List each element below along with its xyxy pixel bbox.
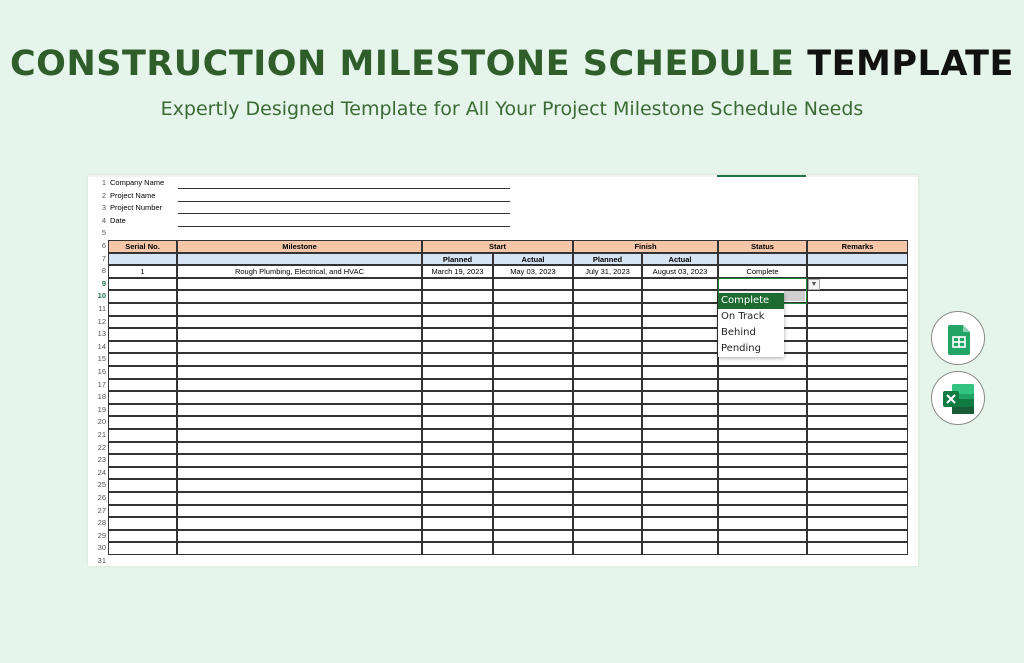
table-cell-serial[interactable] bbox=[108, 517, 177, 530]
table-cell-start-planned[interactable] bbox=[422, 341, 493, 354]
table-cell-start-planned[interactable] bbox=[422, 316, 493, 329]
table-cell-start-planned[interactable] bbox=[422, 353, 493, 366]
subheader-finish-planned[interactable]: Planned bbox=[573, 253, 642, 266]
table-cell-remarks[interactable] bbox=[807, 379, 908, 392]
row-number[interactable]: 18 bbox=[97, 392, 106, 402]
table-cell-start-actual[interactable] bbox=[493, 467, 573, 480]
table-cell-finish-planned[interactable] bbox=[573, 479, 642, 492]
table-cell-finish-planned[interactable] bbox=[573, 517, 642, 530]
table-cell-start-planned[interactable] bbox=[422, 379, 493, 392]
table-cell-start-actual[interactable] bbox=[493, 316, 573, 329]
table-cell-remarks[interactable] bbox=[807, 429, 908, 442]
table-cell-start-actual[interactable] bbox=[493, 379, 573, 392]
column-header-status[interactable]: Status bbox=[718, 240, 807, 253]
page-subtitle: Expertly Designed Template for All Your Project Milestone Schedule Needs bbox=[160, 98, 864, 120]
table-cell-milestone[interactable]: Rough Plumbing, Electrical, and HVAC bbox=[177, 265, 422, 278]
table-cell-start-actual[interactable] bbox=[493, 530, 573, 543]
cell-highlight bbox=[784, 291, 805, 301]
row-number[interactable]: 13 bbox=[97, 329, 106, 339]
table-cell-start-planned[interactable] bbox=[422, 517, 493, 530]
table-cell-milestone[interactable] bbox=[177, 391, 422, 404]
table-cell-remarks[interactable] bbox=[807, 341, 908, 354]
table-cell-finish-planned[interactable] bbox=[573, 278, 642, 291]
table-cell-finish-actual[interactable] bbox=[642, 328, 718, 341]
table-cell-finish-actual[interactable] bbox=[642, 278, 718, 291]
table-cell-milestone[interactable] bbox=[177, 328, 422, 341]
table-cell-finish-actual[interactable]: August 03, 2023 bbox=[642, 265, 718, 278]
table-cell-finish-actual[interactable] bbox=[642, 366, 718, 379]
table-cell-start-planned[interactable] bbox=[422, 479, 493, 492]
row-number[interactable]: 8 bbox=[101, 266, 106, 276]
table-cell-finish-actual[interactable] bbox=[642, 391, 718, 404]
column-header-finish[interactable]: Finish bbox=[573, 240, 718, 253]
info-input-line[interactable] bbox=[178, 178, 510, 189]
table-cell-finish-planned[interactable] bbox=[573, 492, 642, 505]
table-cell-serial[interactable] bbox=[108, 416, 177, 429]
table-cell-finish-planned[interactable] bbox=[573, 505, 642, 518]
table-cell-finish-actual[interactable] bbox=[642, 467, 718, 480]
table-cell-start-actual[interactable] bbox=[493, 429, 573, 442]
row-number[interactable]: 29 bbox=[97, 530, 106, 540]
table-cell-start-planned[interactable] bbox=[422, 442, 493, 455]
table-cell-start-planned[interactable] bbox=[422, 505, 493, 518]
table-cell-serial[interactable] bbox=[108, 429, 177, 442]
status-dropdown-list[interactable] bbox=[718, 293, 784, 357]
table-cell-finish-planned[interactable] bbox=[573, 328, 642, 341]
row-number[interactable]: 31 bbox=[97, 556, 106, 565]
active-column-indicator bbox=[717, 175, 806, 177]
table-cell-start-actual[interactable] bbox=[493, 328, 573, 341]
table-cell-status[interactable] bbox=[718, 467, 807, 480]
google-sheets-button[interactable] bbox=[931, 311, 985, 365]
table-cell-finish-actual[interactable] bbox=[642, 442, 718, 455]
info-label: Project Number bbox=[110, 203, 163, 213]
dropdown-arrow-button[interactable]: ▼ bbox=[808, 279, 820, 290]
table-cell-status[interactable] bbox=[718, 379, 807, 392]
table-cell-start-planned[interactable] bbox=[422, 454, 493, 467]
sheet-column-header-strip bbox=[88, 175, 918, 177]
subheader-finish-actual[interactable]: Actual bbox=[642, 253, 718, 266]
row-number[interactable]: 26 bbox=[97, 493, 106, 502]
row-number[interactable]: 5 bbox=[101, 228, 106, 238]
column-header-remarks[interactable]: Remarks bbox=[807, 240, 908, 253]
table-cell-finish-actual[interactable] bbox=[642, 542, 718, 555]
table-cell-start-planned[interactable] bbox=[422, 290, 493, 303]
row-number[interactable]: 30 bbox=[97, 543, 106, 553]
table-cell-serial[interactable] bbox=[108, 492, 177, 505]
table-cell-finish-actual[interactable] bbox=[642, 479, 718, 492]
table-cell-remarks[interactable] bbox=[807, 530, 908, 543]
table-cell-milestone[interactable] bbox=[177, 278, 422, 291]
row-number[interactable]: 9 bbox=[101, 278, 106, 288]
row-number[interactable]: 3 bbox=[101, 203, 106, 213]
table-cell-start-actual[interactable] bbox=[493, 492, 573, 505]
excel-button[interactable] bbox=[931, 371, 985, 425]
table-cell-finish-planned[interactable] bbox=[573, 290, 642, 303]
table-cell-status[interactable] bbox=[718, 429, 807, 442]
table-cell-start-actual[interactable]: May 03, 2023 bbox=[493, 265, 573, 278]
table-cell-finish-actual[interactable] bbox=[642, 379, 718, 392]
table-cell-remarks[interactable] bbox=[807, 467, 908, 480]
table-cell-start-actual[interactable] bbox=[493, 505, 573, 518]
table-cell-finish-actual[interactable] bbox=[642, 341, 718, 354]
table-cell-finish-planned[interactable] bbox=[573, 416, 642, 429]
table-cell-finish-actual[interactable] bbox=[642, 454, 718, 467]
table-cell-start-planned[interactable]: March 19, 2023 bbox=[422, 265, 493, 278]
row-number[interactable]: 15 bbox=[97, 354, 106, 364]
table-cell-serial[interactable] bbox=[108, 366, 177, 379]
table-cell-serial[interactable] bbox=[108, 454, 177, 467]
table-cell-serial[interactable] bbox=[108, 530, 177, 543]
table-cell-start-actual[interactable] bbox=[493, 416, 573, 429]
table-cell-status[interactable] bbox=[718, 416, 807, 429]
table-cell-start-actual[interactable] bbox=[493, 303, 573, 316]
table-cell-finish-planned[interactable]: July 31, 2023 bbox=[573, 265, 642, 278]
table-cell-start-actual[interactable] bbox=[493, 542, 573, 555]
table-cell-start-actual[interactable] bbox=[493, 353, 573, 366]
table-cell-milestone[interactable] bbox=[177, 416, 422, 429]
table-cell-finish-planned[interactable] bbox=[573, 316, 642, 329]
table-cell-milestone[interactable] bbox=[177, 303, 422, 316]
table-cell-start-planned[interactable] bbox=[422, 391, 493, 404]
table-cell-start-planned[interactable] bbox=[422, 530, 493, 543]
table-cell-status[interactable] bbox=[718, 530, 807, 543]
table-cell-milestone[interactable] bbox=[177, 404, 422, 417]
subheader-blank[interactable] bbox=[108, 253, 177, 266]
table-cell-serial[interactable] bbox=[108, 542, 177, 555]
table-cell-remarks[interactable] bbox=[807, 303, 908, 316]
table-cell-status[interactable] bbox=[718, 492, 807, 505]
subheader-start-actual[interactable]: Actual bbox=[493, 253, 573, 266]
table-cell-milestone[interactable] bbox=[177, 442, 422, 455]
table-cell-finish-actual[interactable] bbox=[642, 505, 718, 518]
table-cell-remarks[interactable] bbox=[807, 517, 908, 530]
table-cell-serial[interactable] bbox=[108, 391, 177, 404]
table-cell-serial[interactable] bbox=[108, 467, 177, 480]
table-cell-finish-planned[interactable] bbox=[573, 542, 642, 555]
table-cell-start-planned[interactable] bbox=[422, 492, 493, 505]
table-cell-finish-actual[interactable] bbox=[642, 530, 718, 543]
subheader-blank[interactable] bbox=[718, 253, 807, 266]
table-cell-milestone[interactable] bbox=[177, 467, 422, 480]
dropdown-option[interactable]: Behind bbox=[721, 327, 756, 338]
subheader-start-planned[interactable]: Planned bbox=[422, 253, 493, 266]
table-cell-finish-actual[interactable] bbox=[642, 316, 718, 329]
table-cell-finish-actual[interactable] bbox=[642, 517, 718, 530]
table-cell-serial[interactable] bbox=[108, 404, 177, 417]
table-cell-milestone[interactable] bbox=[177, 517, 422, 530]
table-cell-status[interactable]: Complete bbox=[718, 265, 807, 278]
table-cell-remarks[interactable] bbox=[807, 505, 908, 518]
column-header-start[interactable]: Start bbox=[422, 240, 573, 253]
row-number[interactable]: 12 bbox=[97, 316, 106, 326]
subheader-blank[interactable] bbox=[177, 253, 422, 266]
table-cell-remarks[interactable] bbox=[807, 353, 908, 366]
row-number[interactable]: 17 bbox=[97, 379, 106, 389]
row-number[interactable]: 11 bbox=[98, 304, 106, 313]
column-header-serial[interactable]: Serial No. bbox=[108, 240, 177, 253]
table-cell-serial[interactable] bbox=[108, 328, 177, 341]
table-cell-serial[interactable] bbox=[108, 353, 177, 366]
table-cell-start-planned[interactable] bbox=[422, 404, 493, 417]
info-label: Project Name bbox=[110, 190, 156, 200]
info-input-line[interactable] bbox=[178, 216, 510, 227]
table-cell-remarks[interactable] bbox=[807, 391, 908, 404]
table-cell-milestone[interactable] bbox=[177, 429, 422, 442]
table-cell-milestone[interactable] bbox=[177, 353, 422, 366]
table-cell-serial[interactable] bbox=[108, 316, 177, 329]
table-cell-remarks[interactable] bbox=[807, 366, 908, 379]
spreadsheet bbox=[88, 175, 918, 566]
table-cell-serial[interactable]: 1 bbox=[108, 265, 177, 278]
table-cell-start-planned[interactable] bbox=[422, 416, 493, 429]
table-cell-finish-planned[interactable] bbox=[573, 454, 642, 467]
table-cell-serial[interactable] bbox=[108, 379, 177, 392]
table-cell-remarks[interactable] bbox=[807, 290, 908, 303]
row-number[interactable]: 14 bbox=[97, 341, 106, 351]
table-cell-status[interactable] bbox=[718, 505, 807, 518]
table-cell-finish-planned[interactable] bbox=[573, 303, 642, 316]
table-cell-milestone[interactable] bbox=[177, 542, 422, 555]
table-cell-finish-planned[interactable] bbox=[573, 530, 642, 543]
column-header-milestone[interactable]: Milestone bbox=[177, 240, 422, 253]
table-cell-remarks[interactable] bbox=[807, 416, 908, 429]
table-cell-milestone[interactable] bbox=[177, 341, 422, 354]
table-cell-finish-actual[interactable] bbox=[642, 290, 718, 303]
table-cell-milestone[interactable] bbox=[177, 366, 422, 379]
table-cell-remarks[interactable] bbox=[807, 328, 908, 341]
table-cell-finish-planned[interactable] bbox=[573, 379, 642, 392]
row-number[interactable]: 20 bbox=[97, 417, 106, 427]
row-number[interactable]: 6 bbox=[101, 241, 106, 250]
table-cell-finish-planned[interactable] bbox=[573, 366, 642, 379]
table-cell-status[interactable] bbox=[718, 366, 807, 379]
table-cell-remarks[interactable] bbox=[807, 442, 908, 455]
row-number[interactable]: 23 bbox=[97, 455, 106, 465]
table-cell-milestone[interactable] bbox=[177, 379, 422, 392]
table-cell-start-planned[interactable] bbox=[422, 278, 493, 291]
row-number[interactable]: 4 bbox=[101, 215, 106, 225]
table-cell-start-actual[interactable] bbox=[493, 517, 573, 530]
table-cell-start-actual[interactable] bbox=[493, 366, 573, 379]
table-cell-milestone[interactable] bbox=[177, 316, 422, 329]
table-cell-start-actual[interactable] bbox=[493, 404, 573, 417]
table-cell-remarks[interactable] bbox=[807, 492, 908, 505]
table-cell-serial[interactable] bbox=[108, 479, 177, 492]
table-cell-start-planned[interactable] bbox=[422, 328, 493, 341]
table-cell-milestone[interactable] bbox=[177, 479, 422, 492]
table-cell-serial[interactable] bbox=[108, 303, 177, 316]
row-number[interactable]: 1 bbox=[101, 178, 106, 187]
row-number[interactable]: 10 bbox=[97, 291, 106, 301]
table-cell-status[interactable] bbox=[718, 517, 807, 530]
table-cell-status[interactable] bbox=[718, 404, 807, 417]
table-cell-finish-actual[interactable] bbox=[642, 303, 718, 316]
table-cell-remarks[interactable] bbox=[807, 454, 908, 467]
dropdown-option[interactable]: Pending bbox=[721, 343, 761, 354]
table-cell-finish-actual[interactable] bbox=[642, 404, 718, 417]
table-cell-start-planned[interactable] bbox=[422, 467, 493, 480]
table-cell-remarks[interactable] bbox=[807, 542, 908, 555]
title-dark-part: TEMPLATE bbox=[807, 44, 1014, 84]
table-cell-finish-planned[interactable] bbox=[573, 467, 642, 480]
info-input-line[interactable] bbox=[178, 191, 510, 202]
row-number[interactable]: 2 bbox=[101, 190, 106, 200]
row-number[interactable]: 7 bbox=[101, 253, 106, 263]
row-number[interactable]: 27 bbox=[97, 505, 106, 515]
table-cell-start-actual[interactable] bbox=[493, 290, 573, 303]
table-cell-finish-actual[interactable] bbox=[642, 353, 718, 366]
info-label: Company Name bbox=[110, 178, 165, 187]
row-number[interactable]: 22 bbox=[97, 442, 106, 452]
google-sheets-icon bbox=[932, 312, 986, 366]
title-green-part: CONSTRUCTION MILESTONE SCHEDULE bbox=[10, 44, 795, 84]
row-number[interactable]: 28 bbox=[97, 518, 106, 528]
table-cell-status[interactable] bbox=[718, 391, 807, 404]
table-cell-serial[interactable] bbox=[108, 442, 177, 455]
row-number[interactable]: 19 bbox=[97, 404, 106, 414]
table-cell-status[interactable] bbox=[718, 454, 807, 467]
table-cell-serial[interactable] bbox=[108, 290, 177, 303]
table-cell-finish-planned[interactable] bbox=[573, 391, 642, 404]
dropdown-option[interactable]: Complete bbox=[718, 293, 784, 309]
table-cell-status[interactable] bbox=[718, 479, 807, 492]
table-cell-finish-actual[interactable] bbox=[642, 429, 718, 442]
table-cell-start-planned[interactable] bbox=[422, 429, 493, 442]
table-cell-remarks[interactable] bbox=[807, 316, 908, 329]
table-cell-start-planned[interactable] bbox=[422, 366, 493, 379]
table-cell-finish-actual[interactable] bbox=[642, 492, 718, 505]
info-input-line[interactable] bbox=[178, 203, 510, 214]
row-number[interactable]: 16 bbox=[97, 367, 106, 376]
table-cell-milestone[interactable] bbox=[177, 530, 422, 543]
row-number[interactable]: 21 bbox=[97, 430, 106, 439]
dropdown-option[interactable]: On Track bbox=[721, 311, 765, 322]
table-cell-finish-planned[interactable] bbox=[573, 404, 642, 417]
table-cell-serial[interactable] bbox=[108, 341, 177, 354]
table-cell-start-actual[interactable] bbox=[493, 479, 573, 492]
table-cell-finish-actual[interactable] bbox=[642, 416, 718, 429]
table-cell-finish-planned[interactable] bbox=[573, 429, 642, 442]
row-number[interactable]: 25 bbox=[97, 480, 106, 490]
row-number[interactable]: 24 bbox=[97, 467, 106, 477]
table-cell-remarks[interactable] bbox=[807, 265, 908, 278]
table-cell-start-actual[interactable] bbox=[493, 341, 573, 354]
table-cell-milestone[interactable] bbox=[177, 505, 422, 518]
subheader-blank[interactable] bbox=[807, 253, 908, 266]
page-title bbox=[0, 44, 1024, 84]
table-cell-start-actual[interactable] bbox=[493, 391, 573, 404]
table-cell-finish-planned[interactable] bbox=[573, 341, 642, 354]
table-cell-finish-planned[interactable] bbox=[573, 442, 642, 455]
table-cell-remarks[interactable] bbox=[807, 404, 908, 417]
table-cell-status[interactable] bbox=[718, 442, 807, 455]
table-cell-start-actual[interactable] bbox=[493, 454, 573, 467]
excel-icon bbox=[932, 372, 986, 426]
table-cell-start-actual[interactable] bbox=[493, 442, 573, 455]
table-cell-serial[interactable] bbox=[108, 278, 177, 291]
table-cell-start-planned[interactable] bbox=[422, 303, 493, 316]
table-cell-milestone[interactable] bbox=[177, 492, 422, 505]
table-cell-milestone[interactable] bbox=[177, 290, 422, 303]
table-cell-remarks[interactable] bbox=[807, 278, 908, 291]
table-cell-remarks[interactable] bbox=[807, 479, 908, 492]
table-cell-status[interactable] bbox=[718, 542, 807, 555]
table-cell-serial[interactable] bbox=[108, 505, 177, 518]
table-cell-finish-planned[interactable] bbox=[573, 353, 642, 366]
table-cell-start-planned[interactable] bbox=[422, 542, 493, 555]
info-label: Date bbox=[110, 215, 126, 225]
table-cell-milestone[interactable] bbox=[177, 454, 422, 467]
table-cell-start-actual[interactable] bbox=[493, 278, 573, 291]
